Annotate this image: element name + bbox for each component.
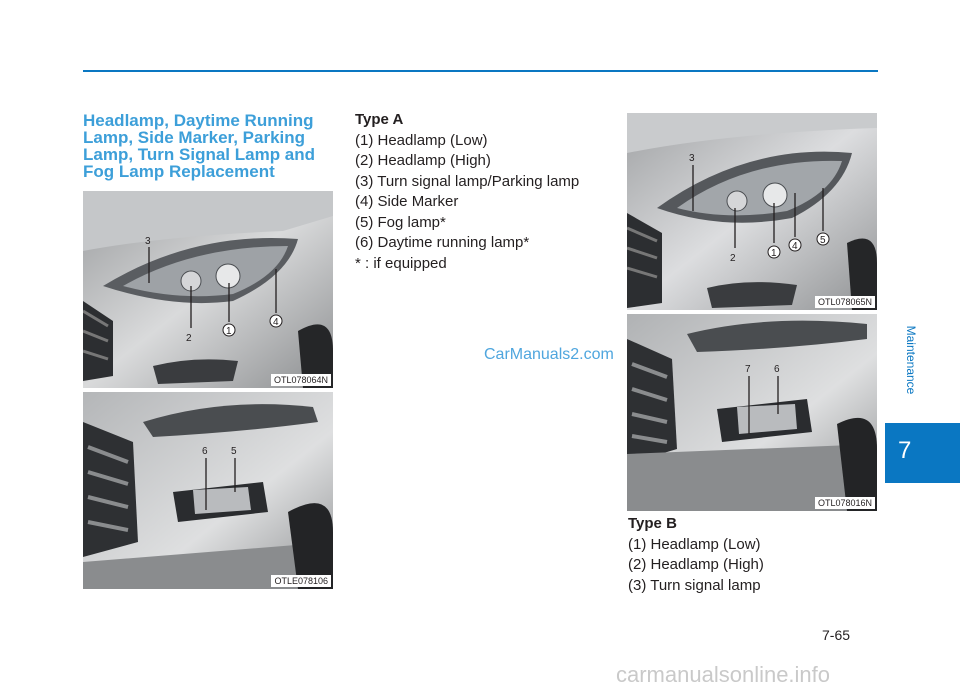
- list-item: (3) Turn signal lamp/Parking lamp: [355, 172, 580, 190]
- callout-1: 1: [226, 326, 232, 337]
- section-title-line: Headlamp, Daytime Running: [83, 111, 314, 130]
- footer-watermark: carmanualsonline.info: [616, 662, 831, 687]
- list-item: (2) Headlamp (High): [355, 152, 491, 169]
- callout-4: 4: [273, 317, 279, 328]
- watermark-link[interactable]: CarManuals2.com: [484, 346, 614, 363]
- callout-1: 1: [771, 248, 777, 259]
- type-a-list: [355, 110, 579, 274]
- callout-2: 2: [186, 333, 192, 344]
- figure-code: OTL078016N: [815, 497, 875, 509]
- list-item: (6) Daytime running lamp*: [355, 234, 530, 251]
- type-a-heading: Type A: [355, 111, 404, 128]
- figure-code: OTL078064N: [271, 374, 331, 386]
- figure-foglamp-type-a: [83, 392, 333, 589]
- callout-3: 3: [689, 153, 695, 164]
- callout-4: 4: [792, 241, 798, 252]
- list-item: (2) Headlamp (High): [628, 556, 764, 573]
- section-title-line: Lamp, Turn Signal Lamp and: [83, 145, 316, 164]
- callout-2: 2: [730, 253, 736, 264]
- callout-6: 6: [774, 364, 780, 375]
- page-number: 7-65: [822, 627, 851, 643]
- chapter-tab-text: Maintenance: [904, 325, 918, 395]
- list-item: (1) Headlamp (Low): [355, 131, 488, 149]
- figure-code: OTL078065N: [815, 296, 875, 308]
- section-title-line: Fog Lamp Replacement: [83, 162, 275, 181]
- chapter-number: 7: [898, 437, 912, 464]
- callout-3: 3: [145, 236, 151, 247]
- callout-6: 6: [202, 446, 208, 457]
- section-title: [83, 112, 328, 180]
- figure-headlamp-type-a: [83, 191, 333, 388]
- figure-code: OTLE078106: [271, 575, 331, 587]
- chapter-tab[interactable]: [885, 423, 960, 483]
- callout-5: 5: [820, 235, 826, 246]
- type-b-list: [628, 514, 764, 596]
- section-title-line: Lamp, Side Marker, Parking: [83, 128, 306, 147]
- header-rule: [83, 70, 878, 72]
- callout-5: 5: [231, 446, 237, 457]
- list-item: (5) Fog lamp*: [355, 213, 446, 231]
- list-item: (4) Side Marker: [355, 193, 459, 210]
- type-b-heading: Type B: [628, 515, 677, 532]
- list-item: * : if equipped: [355, 254, 447, 272]
- list-item: (1) Headlamp (Low): [628, 535, 761, 553]
- chapter-tab-label[interactable]: [901, 300, 921, 420]
- callout-7: 7: [745, 364, 751, 375]
- figure-headlamp-type-b: [627, 113, 877, 310]
- list-item: (3) Turn signal lamp: [628, 576, 761, 594]
- figure-foglamp-type-b: [627, 314, 877, 511]
